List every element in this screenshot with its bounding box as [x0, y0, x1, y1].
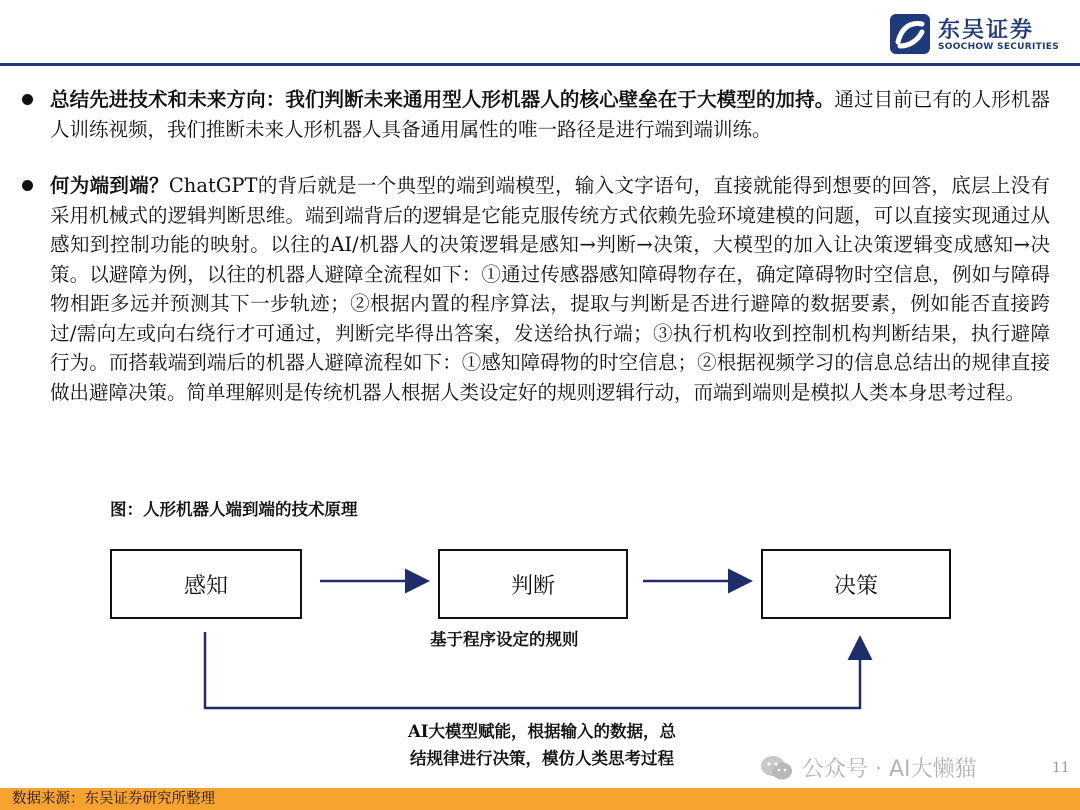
- flow-box-label: 感知: [183, 573, 228, 599]
- brand-name-en: SOOCHOW SECURITIES: [938, 42, 1059, 52]
- bullet-2: [22, 171, 1050, 407]
- ai-label-line-1: AI大模型赋能，根据输入的数据，总: [407, 722, 677, 741]
- bullet-1: [22, 85, 1050, 144]
- rule-label: 基于程序设定的规则: [430, 630, 579, 649]
- flow-box-label: 判断: [510, 573, 555, 599]
- figure-title: 图：人形机器人端到端的技术原理: [110, 500, 358, 519]
- data-source: 数据来源：东吴证券研究所整理: [12, 791, 215, 807]
- brand-name-cn: 东吴证券: [938, 18, 1035, 43]
- header-divider: [0, 63, 1080, 66]
- flow-box-judge: [438, 549, 628, 619]
- flow-box-decide: [761, 549, 951, 619]
- bullet-1-text: [50, 85, 1050, 144]
- bullet-2-body: ChatGPT的背后就是一个典型的端到端模型，输入文字语句，直接就能得到想要的回答，底层上没有采用机械式的逻辑判断思维。端到端背后的逻辑是它能克服传统方式依赖先验环境建模的问题，可以直接实现通过从感知到控制功能的映射。以往的AI/机器人的决策逻辑是感知→判断→决策，大模型的加入让决策逻辑变成感知→决策。以避障为例，以往的机器人避障全流程如下：①通过传感器感知障碍物存在，确定障碍物时空信息，例如与障碍物相距多远并预测其下一步轨迹；②根据内置的程序算法，提取与判断是否进行避障的数据要素，例如能否直接跨过/需向左或向右绕行才可通过，判断完毕得出答案，发送给执行端；③执行机构收到控制机构判断结果，执行避障行为。而搭载端到端后的机器人避障流程如下：①感知障碍物的时空信息；②根据视频学习的信息总结出的规律直接做出避障决策。简单理解则是传统机器人根据人类设定好的规则逻辑行动，而端到端则是模拟人类本身思考过程。: [50, 174, 1050, 404]
- bullet-dot: [22, 94, 33, 105]
- wechat-icon: [760, 754, 794, 782]
- watermark: [760, 752, 977, 783]
- bullet-dot: [22, 180, 33, 191]
- brand-logo: [888, 12, 1068, 56]
- flow-box-label: 决策: [833, 573, 878, 599]
- ai-label: [362, 718, 722, 772]
- bullet-2-lead: 何为端到端？: [50, 174, 169, 197]
- bullet-2-text: [50, 171, 1050, 407]
- bullet-1-body: 通过目前已有的人形机器人训练视频，我们推断未来人形机器人具备通用属性的唯一路径是进行端到端训练。: [50, 88, 1050, 141]
- bullet-1-lead: 总结先进技术和未来方向：我们判断未来通用型人形机器人的核心壁垒在于大模型的加持。: [50, 88, 835, 111]
- ai-label-line-2: 结规律进行决策，模仿人类思考过程: [410, 749, 674, 768]
- flow-box-perceive: [110, 549, 302, 619]
- page-number: 11: [1052, 760, 1070, 776]
- soochow-logo-icon: [888, 12, 932, 56]
- watermark-text: 公众号 · AI大懒猫: [802, 757, 977, 782]
